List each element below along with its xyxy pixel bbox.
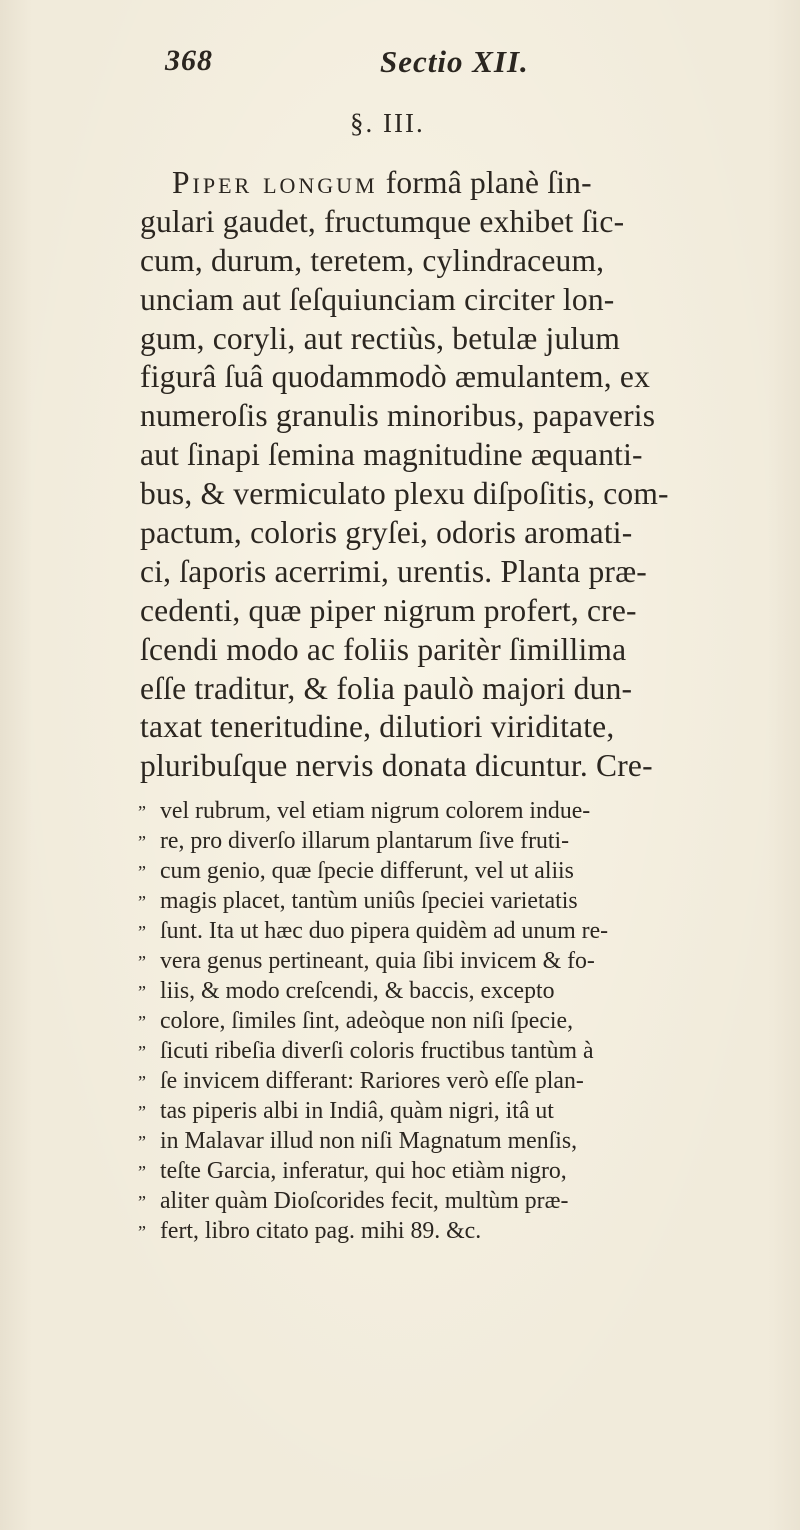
text-line: ſcendi modo ac foliis paritèr ſimillima xyxy=(140,631,627,667)
note-line-content: ſunt. Ita ut hæc duo pipera quidèm ad unum re- xyxy=(160,918,609,944)
running-head xyxy=(0,44,800,84)
text-line: eſſe traditur, & folia paulò majori dun- xyxy=(140,670,633,706)
text-line: unciam aut ſeſquiunciam circiter lon- xyxy=(140,281,615,317)
text-line: taxat teneritudine, dilutiori viriditate, xyxy=(140,709,615,745)
note-line-content: magis placet, tantùm uniûs ſpeciei varietatis xyxy=(160,888,578,914)
lead-words: Piper longum xyxy=(172,165,378,200)
note-line xyxy=(138,976,778,1006)
quote-mark: ” xyxy=(138,1102,146,1122)
main-paragraph xyxy=(140,164,770,786)
note-line xyxy=(138,1096,778,1126)
quoted-note xyxy=(138,796,778,1246)
note-line xyxy=(138,1156,778,1186)
page-number: 368 xyxy=(165,44,213,77)
text-line xyxy=(140,164,770,203)
section-title: Sectio XII. xyxy=(380,44,529,79)
text-line: gulari gaudet, fructumque exhibet ſic- xyxy=(140,203,625,239)
text-line: pluribuſque nervis donata dicuntur. Cre- xyxy=(140,748,653,784)
note-line-content: aliter quàm Dioſcorides fecit, multùm præ- xyxy=(160,1188,569,1214)
note-line-content: liis, & modo creſcendi, & baccis, excepto xyxy=(160,978,555,1004)
note-line xyxy=(138,886,778,916)
text-line: pactum, coloris gryſei, odoris aromati- xyxy=(140,515,633,551)
note-line-content: teſte Garcia, inferatur, qui hoc etiàm nigro, xyxy=(160,1158,567,1184)
text-line: ci, ſaporis acerrimi, urentis. Planta præ- xyxy=(140,553,648,589)
note-line-content: vera genus pertineant, quia ſibi invicem & fo- xyxy=(160,948,595,974)
text-line: aut ſinapi ſemina magnitudine æquanti- xyxy=(140,437,643,473)
note-line-content: vel rubrum, vel etiam nigrum colorem indue- xyxy=(160,798,591,824)
note-line xyxy=(138,1066,778,1096)
note-line xyxy=(138,946,778,976)
note-line-content: colore, ſimiles ſint, adeòque non niſi ſpecie, xyxy=(160,1008,574,1034)
note-line xyxy=(138,1216,778,1246)
text-line: cedenti, quæ piper nigrum profert, cre- xyxy=(140,592,637,628)
note-line xyxy=(138,1006,778,1036)
quote-mark: ” xyxy=(138,1162,146,1182)
note-line-content: re, pro diverſo illarum plantarum ſive fruti- xyxy=(160,828,570,854)
text-line: numeroſis granulis minoribus, papaveris xyxy=(140,398,656,434)
note-line-content: fert, libro citato pag. mihi 89. &c. xyxy=(160,1218,482,1244)
note-line-content: ſicuti ribeſia diverſi coloris fructibus tantùm à xyxy=(160,1038,594,1064)
text-line: figurâ ſuâ quodammodò æmulantem, ex xyxy=(140,359,651,395)
note-line-content: tas piperis albi in Indiâ, quàm nigri, itâ ut xyxy=(160,1098,554,1124)
quote-mark: ” xyxy=(138,1132,146,1152)
quote-mark: ” xyxy=(138,1072,146,1092)
note-line-content: in Malavar illud non niſi Magnatum menſis, xyxy=(160,1128,578,1154)
note-line xyxy=(138,916,778,946)
quote-mark: ” xyxy=(138,922,146,942)
note-line xyxy=(138,826,778,856)
quote-mark: ” xyxy=(138,952,146,972)
quote-mark: ” xyxy=(138,832,146,852)
text-line: gum, coryli, aut rectiùs, betulæ julum xyxy=(140,320,621,356)
note-line xyxy=(138,1036,778,1066)
subsection-heading: §. III. xyxy=(350,108,425,138)
note-line-content: ſe invicem differant: Rariores verò eſſe plan- xyxy=(160,1068,584,1094)
text-line: bus, & vermiculato plexu diſpoſitis, com- xyxy=(140,476,669,512)
note-line xyxy=(138,1186,778,1216)
text-line-content: formâ planè ſin- xyxy=(377,165,592,200)
quote-mark: ” xyxy=(138,1222,146,1242)
quote-mark: ” xyxy=(138,892,146,912)
note-line xyxy=(138,796,778,826)
quote-mark: ” xyxy=(138,1012,146,1032)
quote-mark: ” xyxy=(138,802,146,822)
note-line-content: cum genio, quæ ſpecie differunt, vel ut aliis xyxy=(160,858,574,884)
quote-mark: ” xyxy=(138,982,146,1002)
note-line xyxy=(138,1126,778,1156)
note-line xyxy=(138,856,778,886)
quote-mark: ” xyxy=(138,1042,146,1062)
quote-mark: ” xyxy=(138,1192,146,1212)
text-line: cum, durum, teretem, cylindraceum, xyxy=(140,242,605,278)
quote-mark: ” xyxy=(138,862,146,882)
